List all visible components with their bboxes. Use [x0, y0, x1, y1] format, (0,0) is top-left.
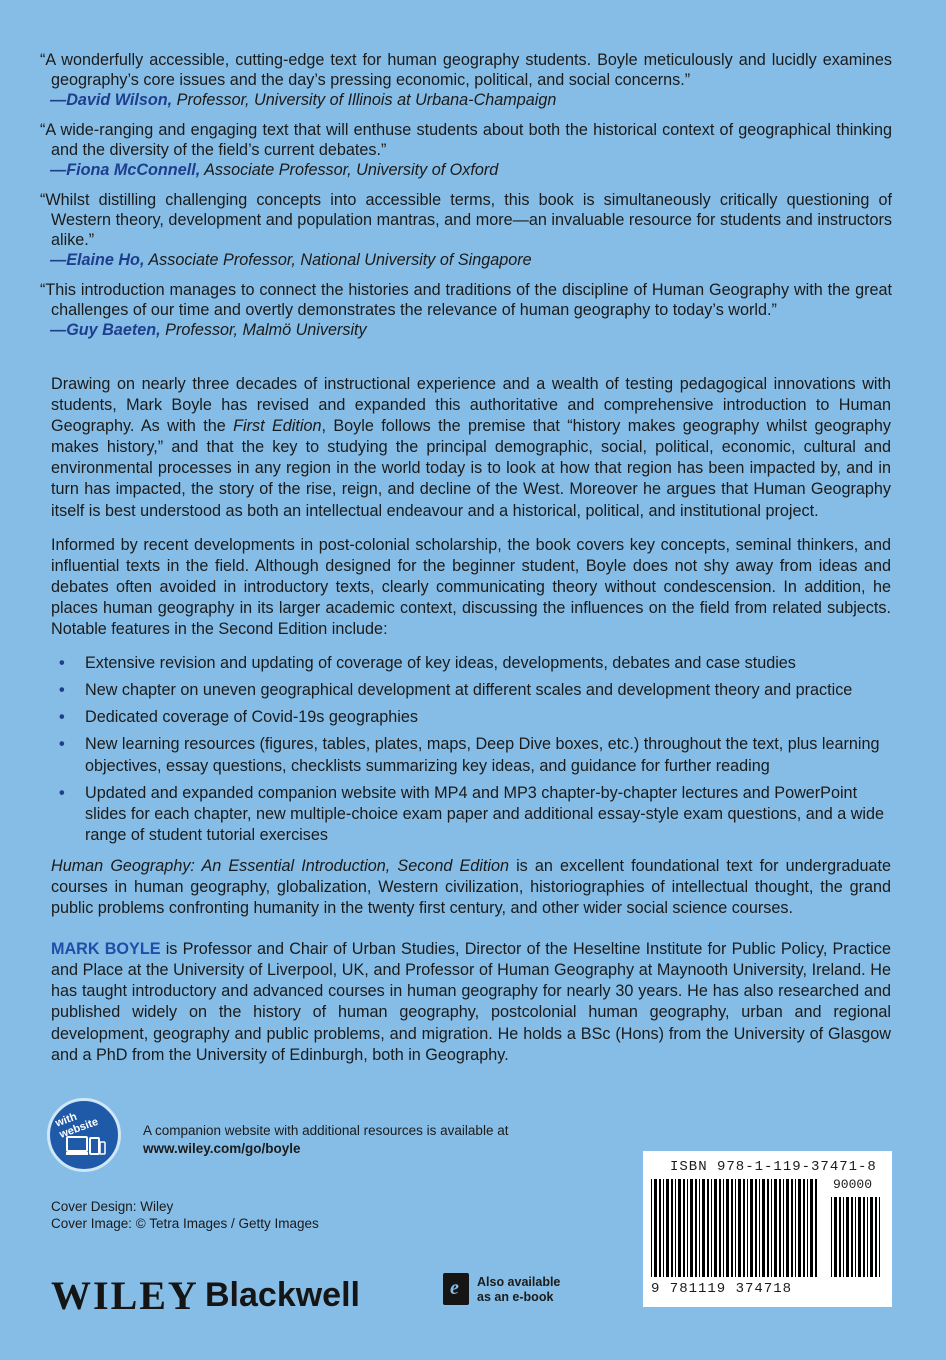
barcode-bar	[687, 1179, 688, 1277]
isbn-label: ISBN 978-1-119-37471-8	[670, 1159, 877, 1175]
barcode-bar	[846, 1197, 849, 1277]
ebook-line: as an e-book	[477, 1290, 554, 1304]
barcode-bar	[759, 1179, 760, 1277]
cover-design-credit: Cover Design: Wiley	[51, 1199, 174, 1214]
barcode-bar	[803, 1179, 805, 1277]
barcode-bar	[695, 1179, 697, 1277]
endorsement-attribution	[50, 320, 892, 340]
barcode-bar	[831, 1197, 832, 1277]
barcode-bar	[659, 1179, 661, 1277]
feature-item	[51, 707, 891, 728]
barcode-bar	[675, 1179, 676, 1277]
feature-item	[51, 734, 891, 776]
endorsements	[40, 50, 892, 350]
companion-description: A companion website with additional resources is available at	[143, 1123, 509, 1138]
edition-title: First Edition	[233, 417, 322, 436]
endorsement-attribution	[50, 90, 892, 110]
addon-code: 90000	[833, 1177, 873, 1192]
barcode-bar	[683, 1179, 685, 1277]
barcode-bar	[651, 1179, 652, 1277]
feature-item	[51, 783, 891, 846]
feature-item	[51, 680, 891, 701]
barcode-bar	[723, 1179, 724, 1277]
barcode-bar	[654, 1179, 657, 1277]
cover-image-credit: Cover Image: © Tetra Images / Getty Images	[51, 1216, 319, 1231]
barcode-bar	[870, 1197, 873, 1277]
barcode-bar	[699, 1179, 700, 1277]
barcode-bar	[747, 1179, 748, 1277]
barcode-bar	[714, 1179, 717, 1277]
barcode-bar	[863, 1197, 865, 1277]
endorser-name: —David Wilson,	[50, 91, 173, 109]
feature-text: Updated and expanded companion website with MP4 and MP3 chapter-by-chapter lectures and PowerPoint slides for each chapter, new multiple-choice exam paper and additional essay-style exam questions, and a wide range of student tutorial exercises	[85, 783, 885, 844]
barcode-bar	[791, 1179, 793, 1277]
barcode-bar	[702, 1179, 705, 1277]
feature-text: New learning resources (figures, tables, plates, maps, Deep Dive boxes, etc.) throughout the text, plus learning objectives, essay questions, checklists summarizing key ideas, and guidance for further reading	[85, 735, 880, 775]
endorsement-attribution	[50, 250, 892, 270]
ean-barcode-bars	[651, 1179, 821, 1277]
endorsement-text: “A wonderfully accessible, cutting-edge text for human geography students. Boyle meticulously and lucidly examines geography’s core issues and the day’s pressing economic, political, and social concerns.”	[40, 51, 892, 89]
devices-icon	[66, 1135, 106, 1157]
author-bio-text: is Professor and Chair of Urban Studies, Director of the Heseltine Institute for Public Policy, Practice and Place at the University of Liverpool, UK, and Professor of Human Geography at Maynooth University, Ireland. He has taught introductory and advanced courses in human geography for nearly 30 years. He has also researched and published widely on the history of human geography, postcolonial human geography, urban and regional development, geography and public problems, and migration. He holds a BSc (Hons) from the University of Glasgow and a PhD from the University of Edinburgh, both in Geography.	[51, 940, 891, 1064]
companion-url[interactable]: www.wiley.com/go/boyle	[143, 1141, 301, 1156]
barcode-bar	[731, 1179, 733, 1277]
author-bio	[51, 939, 891, 1066]
barcode-bar	[738, 1179, 741, 1277]
feature-text: New chapter on uneven geographical development at different scales and development theory and practice	[85, 681, 853, 700]
barcode-bar	[786, 1179, 789, 1277]
barcode-bar	[851, 1197, 853, 1277]
author-name: MARK BOYLE	[51, 940, 161, 959]
ebook-note	[477, 1275, 560, 1305]
bullet-icon: •	[59, 681, 65, 700]
description-paragraph	[51, 374, 891, 522]
barcode-bar	[690, 1179, 693, 1277]
barcode-bar	[771, 1179, 772, 1277]
endorser-role: Professor, University of Illinois at Urbana-Champaign	[172, 91, 557, 109]
barcode-bar	[767, 1179, 769, 1277]
barcode-bar	[707, 1179, 709, 1277]
barcode-bar	[858, 1197, 861, 1277]
ebook-line: Also available	[477, 1275, 561, 1289]
book-title: Human Geography: An Essential Introduction, Second Edition	[51, 856, 509, 875]
barcode-bar	[779, 1179, 781, 1277]
endorsement-text: “A wide-ranging and engaging text that will enthuse students about both the historical context of geographical thinking and the diversity of the field’s current debates.”	[40, 121, 892, 159]
description-text: Drawing on nearly three decades of instructional experience and a wealth of testing pedagogical innovations with students, Mark Boyle has revised and expanded this authoritative and comprehensive introduction to Human Geography. As with the	[51, 375, 891, 436]
endorsement	[40, 190, 892, 270]
barcode-bar	[663, 1179, 664, 1277]
endorser-name: —Guy Baeten,	[50, 321, 161, 339]
endorsement-attribution	[50, 160, 892, 180]
endorsement-text: “Whilst distilling challenging concepts into accessible terms, this book is simultaneously critically questioning of Western theory, development and population mantras, and more—an invaluable resource for students and instructors alike.”	[40, 191, 892, 249]
bullet-icon: •	[59, 783, 65, 802]
feature-item	[51, 653, 891, 674]
feature-text: Dedicated coverage of Covid-19s geographies	[85, 708, 418, 727]
endorsement	[40, 280, 892, 340]
barcode-bar	[726, 1179, 729, 1277]
barcode-bar	[798, 1179, 801, 1277]
barcode-bar	[755, 1179, 757, 1277]
barcode-bar	[671, 1179, 673, 1277]
badge-label: with website	[53, 1110, 100, 1141]
barcode-bar	[839, 1197, 841, 1277]
barcode-bar	[711, 1179, 712, 1277]
barcode-bar	[855, 1197, 856, 1277]
ean-digits: 9 781119 374718	[651, 1281, 793, 1297]
wiley-logo: WILEY	[51, 1273, 199, 1318]
description-text: , Boyle follows the premise that “history makes geography whilst geography makes history,” and that the key to studying the principal demographic, social, political, economic, cultural and environmental processes in any region in the world today is to look at how that region has been impacted by, and in turn has impacted, the story of the rise, reign, and decline of the West. Moreover he argues that Human Geography itself is best understood as both an intellectual endeavour and a historical, political, and institutional project.	[51, 417, 892, 520]
barcode-bar	[815, 1179, 817, 1277]
barcode-bar	[750, 1179, 753, 1277]
barcode-bar	[867, 1197, 868, 1277]
barcode	[643, 1151, 892, 1307]
bullet-icon: •	[59, 708, 65, 727]
barcode-bar	[879, 1197, 880, 1277]
endorser-name: —Elaine Ho,	[50, 251, 145, 269]
blackwell-logo: Blackwell	[205, 1276, 360, 1314]
barcode-bar	[795, 1179, 796, 1277]
website-badge	[47, 1098, 121, 1172]
barcode-bar	[743, 1179, 745, 1277]
feature-text: Extensive revision and updating of coverage of key ideas, developments, debates and case studies	[85, 654, 796, 673]
endorser-name: —Fiona McConnell,	[50, 161, 201, 179]
description-paragraph: Informed by recent developments in post-colonial scholarship, the book covers key concepts, seminal thinkers, and influential texts in the field. Although designed for the beginner student, Boyle does not shy away from ideas and debates often avoided in introductory texts, clearly communicating theory without condescension. In addition, he places human geography in its larger academic context, discussing the influences on the field from related subjects. Notable features in the Second Edition include:	[51, 535, 891, 639]
feature-list	[51, 653, 891, 846]
barcode-bar	[875, 1197, 877, 1277]
bullet-icon: •	[59, 654, 65, 673]
barcode-bar	[678, 1179, 681, 1277]
endorser-role: Professor, Malmö University	[160, 321, 367, 339]
bullet-icon: •	[59, 735, 65, 754]
barcode-bar	[834, 1197, 837, 1277]
endorsement	[40, 50, 892, 110]
barcode-bar	[735, 1179, 736, 1277]
ebook-glyph: e	[450, 1277, 459, 1299]
ebook-icon	[443, 1273, 469, 1305]
cover-credits	[51, 1198, 319, 1232]
barcode-bar	[810, 1179, 813, 1277]
endorser-role: Associate Professor, National University of Singapore	[144, 251, 532, 269]
barcode-bar	[843, 1197, 844, 1277]
endorsement-text: “This introduction manages to connect the histories and traditions of the discipline of Human Geography with the great challenges of our time and overtly demonstrates the relevance of human geography to today’s world.”	[40, 281, 892, 319]
book-description	[51, 374, 891, 1079]
barcode-bar	[762, 1179, 765, 1277]
barcode-bar	[807, 1179, 808, 1277]
endorsement	[40, 120, 892, 180]
companion-text	[143, 1122, 563, 1158]
barcode-bar	[783, 1179, 784, 1277]
description-paragraph	[51, 856, 891, 919]
description-text: is an excellent foundational text for undergraduate courses in human geography, globalization, Western civilization, historiographies of intellectual thought, the grand public problems confronting humanity in the twenty first century, and other wider social science courses.	[51, 856, 891, 918]
addon-barcode-bars	[831, 1197, 883, 1277]
barcode-bar	[666, 1179, 669, 1277]
endorser-role: Associate Professor, University of Oxford	[200, 161, 499, 179]
barcode-bar	[719, 1179, 721, 1277]
barcode-bar	[774, 1179, 777, 1277]
